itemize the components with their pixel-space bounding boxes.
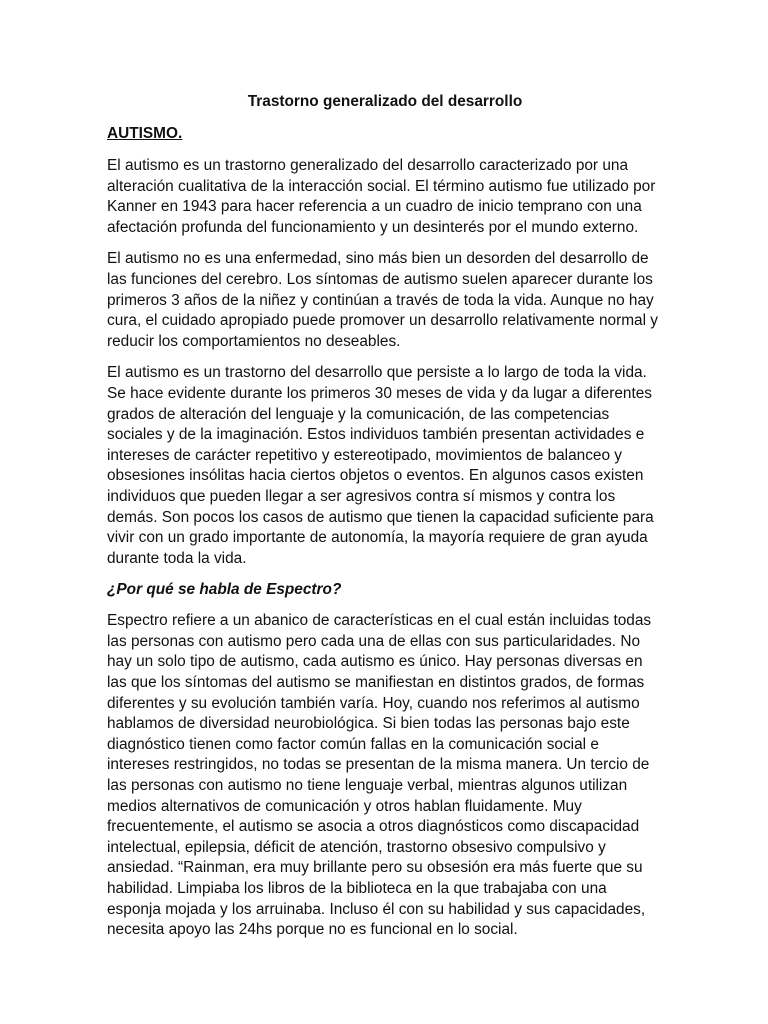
section-heading-autismo: AUTISMO. (107, 125, 183, 142)
paragraph-3: El autismo es un trastorno del desarrollo que persiste a lo largo de toda la vida. Se hace evidente durante los primeros 30 meses de vida y da lugar a diferentes grados de alteración del lenguaje y la comunicación, de las competencias sociales y de la imaginación. Estos individuos también presentan actividades e intereses de carácter repetitivo y estereotipado, movimientos de balanceo y obsesiones insólitas hacia ciertos objetos o eventos. En algunos casos existen individuos que pueden llegar a ser agresivos contra sí mismos y contra los demás. Son pocos los casos de autismo que tienen la capacidad suficiente para vivir con un grado importante de autonomía, la mayoría requiere de gran ayuda durante toda la vida. (107, 364, 654, 567)
paragraph-spectrum: Espectro refiere a un abanico de características en el cual están incluidas todas las personas con autismo pero cada una de ellas con sus particularidades. No hay un solo tipo de autismo, cada autismo es único. Hay personas diversas en las que los síntomas del autismo se manifiestan en distintos grados, de formas diferentes y su evolución también varía. Hoy, cuando nos referimos al autismo hablamos de diversidad neurobiológica. Si bien todas las personas bajo este diagnóstico tienen como factor común fallas en la comunicación social e intereses restringidos, no todas se presentan de la misma manera. Un tercio de las personas con autismo no tiene lenguaje verbal, mientras algunos utilizan medios alternativos de comunicación y otros hablan fluidamente. Muy frecuentemente, el autismo se asocia a otros diagnósticos como discapacidad intelectual, epilepsia, déficit de atención, trastorno obsesivo compulsivo y ansiedad. “Rainman, era muy brillante pero su obsesión era más fuerte que su habilidad. Limpiaba los libros de la biblioteca en la que trabajaba con una esponja mojada y los arruinaba. Incluso él con su habilidad y sus capacidades, necesita apoyo las 24hs porque no es funcional en lo social. (107, 612, 652, 939)
document-page (107, 92, 663, 952)
paragraph-2: El autismo no es una enfermedad, sino más bien un desorden del desarrollo de las funciones del cerebro. Los síntomas de autismo suelen aparecer durante los primeros 3 años de la niñez y continúan a través de toda la vida. Aunque no hay cura, el cuidado apropiado puede promover un desarrollo relativamente normal y reducir los comportamientos no deseables. (107, 250, 658, 350)
subheading-espectro: ¿Por qué se habla de Espectro? (107, 581, 342, 599)
document-title: Trastorno generalizado del desarrollo (247, 93, 523, 110)
paragraph-1: El autismo es un trastorno generalizado del desarrollo caracterizado por una alteración cualitativa de la interacción social. El término autismo fue utilizado por Kanner en 1943 para hacer referencia a un cuadro de inicio temprano con una afectación profunda del funcionamiento y un desinterés por el mundo externo. (107, 157, 656, 236)
